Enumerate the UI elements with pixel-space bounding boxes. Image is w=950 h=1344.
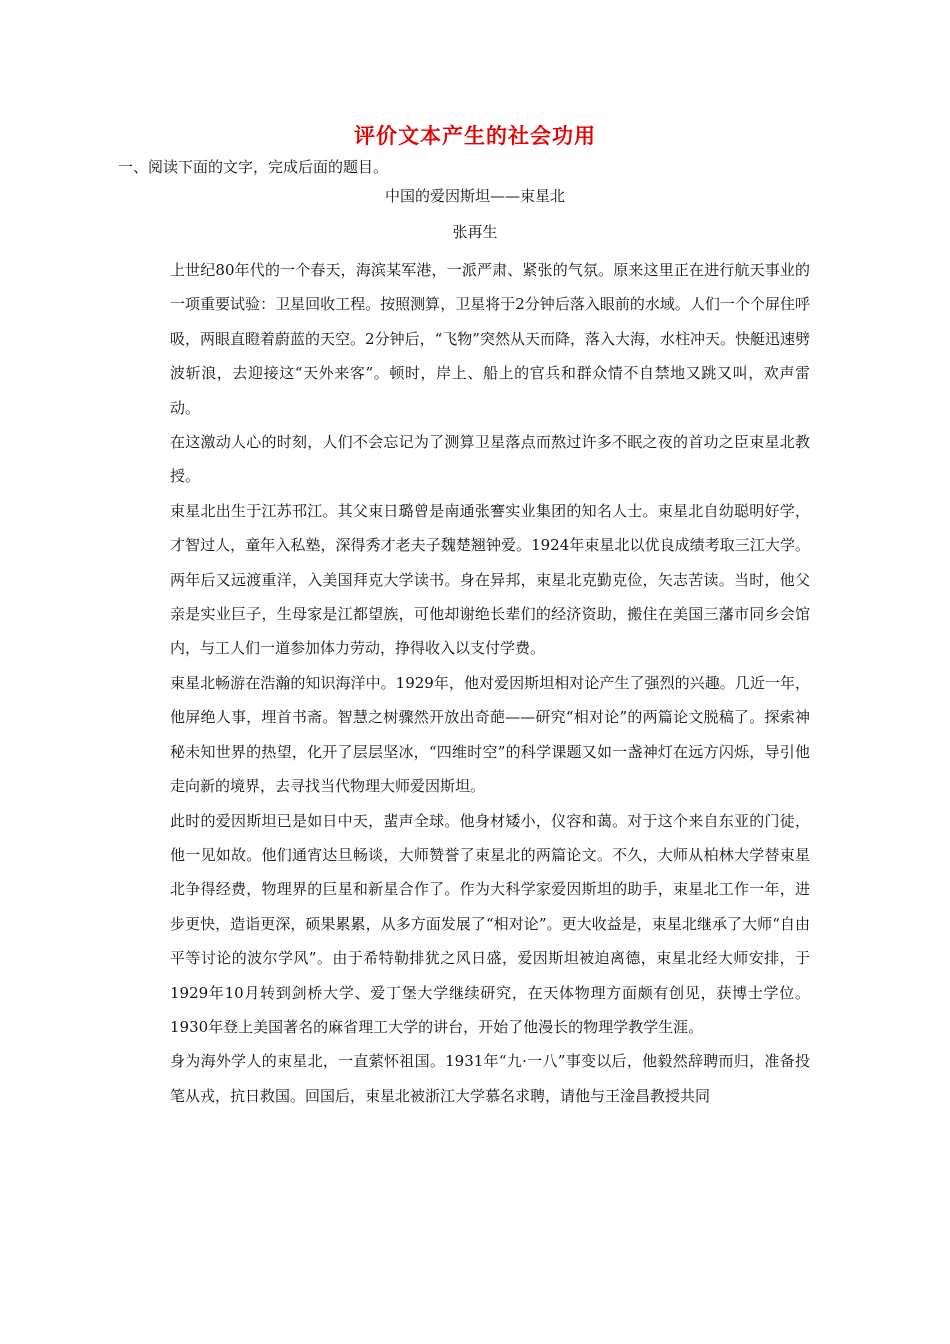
article-title: 中国的爱因斯坦——束星北: [384, 187, 565, 205]
paragraph: 身为海外学人的束星北，一直萦怀祖国。1931年“九·一八”事变以后，他毅然辞聘而归，准备投笔从戎，抗日救国。回国后，束星北被浙江大学慕名求聘，请他与王淦昌教授共同: [170, 1052, 810, 1105]
paragraph: 束星北畅游在浩瀚的知识海洋中。1929年，他对爱因斯坦相对论产生了强烈的兴趣。几近一年，他屏绝人事，埋首书斋。智慧之树骤然开放出奇葩——研究“相对论”的两篇论文脱稿了。探索神秘未知世界的热望，化开了层层坚冰，“四维时空”的科学课题又如一盏神灯在远方闪烁，导引他走向新的境界，去寻找当代物理大师爱因斯坦。: [170, 673, 810, 796]
paragraph: 在这激动人心的时刻，人们不会忘记为了测算卫星落点而熬过许多不眠之夜的首功之臣束星北教授。: [170, 433, 810, 486]
article-author: 张再生: [452, 223, 498, 241]
document-title: 评价文本产生的社会功用: [354, 123, 596, 148]
paragraph: 上世纪80年代的一个春天，海滨某军港，一派严肃、紧张的气氛。原来这里正在进行航天事业的一项重要试验：卫星回收工程。按照测算，卫星将于2分钟后落入眼前的水域。人们一个个屏住呼吸，两眼直瞪着蔚蓝的天空。2分钟后，“飞物”突然从天而降，落入大海，水柱冲天。快艇迅速劈波斩浪，去迎接这“天外来客”。顿时，岸上、船上的官兵和群众情不自禁地又跳又叫，欢声雷动。: [170, 261, 810, 417]
article-body: [170, 253, 810, 1113]
paragraph: 此时的爱因斯坦已是如日中天，蜚声全球。他身材矮小，仪容和蔼。对于这个来自东亚的门徒，他一见如故。他们通宵达旦畅谈，大师赞誉了束星北的两篇论文。不久，大师从柏林大学替束星北争得经费，物理界的巨星和新星合作了。作为大科学家爱因斯坦的助手，束星北工作一年，进步更快，造诣更深，硕果累累，从多方面发展了“相对论”。更大收益是，束星北继承了大师“自由平等讨论的波尔学风”。由于希特勒排犹之风日盛，爱因斯坦被迫离德，束星北经大师安排，于1929年10月转到剑桥大学、爱丁堡大学继续研究，在天体物理方面颇有创见，获博士学位。1930年登上美国著名的麻省理工大学的讲台，开始了他漫长的物理学教学生涯。: [170, 811, 810, 1036]
question-instruction: 一、阅读下面的文字，完成后面的题目。: [118, 158, 389, 176]
paragraph: 束星北出生于江苏邗江。其父束日璐曾是南通张謇实业集团的知名人士。束星北自幼聪明好学，才智过人，童年入私塾，深得秀才老夫子魏楚翘钟爱。1924年束星北以优良成绩考取三江大学。两年后又远渡重洋，入美国拜克大学读书。身在异邦，束星北克勤克俭，矢志苦读。当时，他父亲是实业巨子，生母家是江都望族，可他却谢绝长辈们的经济资助，搬住在美国三藩市同乡会馆内，与工人们一道参加体力劳动，挣得收入以支付学费。: [170, 501, 810, 658]
